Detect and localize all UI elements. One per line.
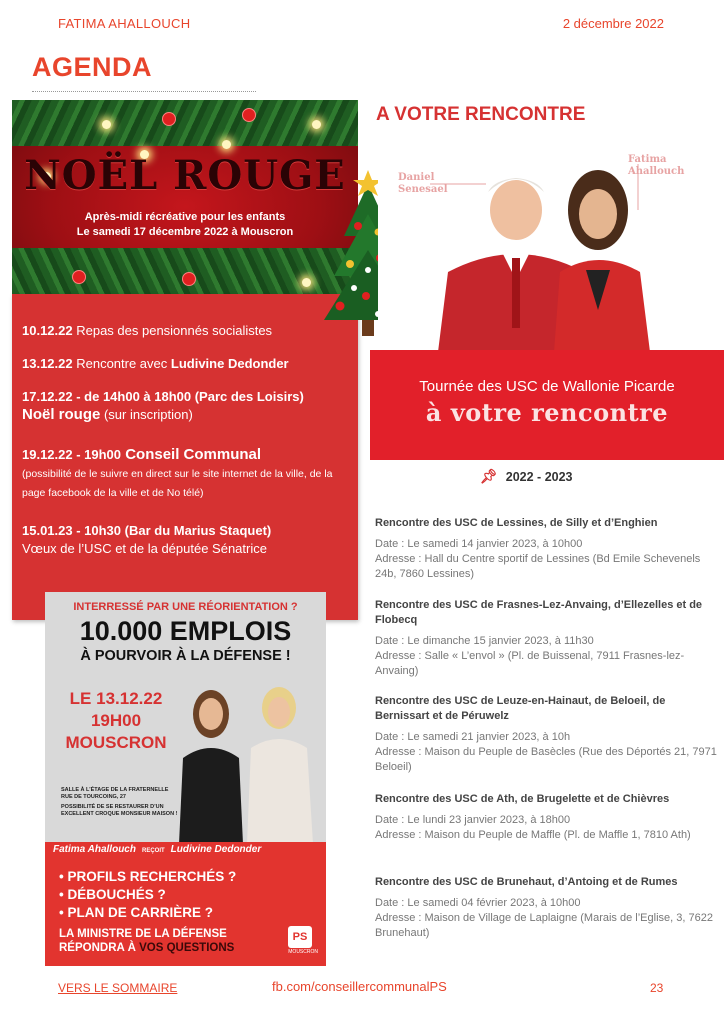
poster-bullet: • PROFILS RECHERCHÉS ? [59,869,237,884]
poster-recoit: REÇOIT [141,848,165,854]
agenda-event [22,322,352,340]
event-text: Repas des pensionnés socialistes [72,323,273,338]
usc-banner-line1: Tournée des USC de Wallonie Picarde [419,378,675,395]
poster-question: INTERRESSÉ PAR UNE RÉORIENTATION ? [73,601,298,613]
noel-subtitle-line: Après-midi récréative pour les enfants [84,211,286,223]
ps-logo-subtitle: MOUSCRON [288,949,318,955]
header-date: 2 décembre 2022 [562,16,664,31]
poster-footer-line: RÉPONDRA À [59,942,140,954]
poster-city: MOUSCRON [65,733,167,752]
usc-banner-line2: à votre rencontre [425,398,669,427]
meeting-item [375,598,719,679]
meeting-address: Adresse : Maison du Peuple de Basècles (Rue des Déportés 21, 7971 Beloeil) [375,746,717,773]
emplois-defense-poster [45,592,326,966]
meeting-title: Rencontre des USC de Ath, de Brugelette et de Chièvres [375,793,670,805]
meeting-address: Adresse : Hall du Centre sportif de Lessines (Bd Emile Schevenels 24b, 7860 Lessines) [375,553,701,580]
poster-venue-line: SALLE À L’ÉTAGE DE LA FRATERNELLE [61,787,169,793]
tour-years-label: 2022 - 2023 [505,470,573,484]
facebook-url: fb.com/conseillercommunalPS [272,979,447,994]
meeting-item [375,516,719,582]
caption-fatima [628,154,684,178]
event-date: 19.12.22 - 19h00 [22,447,122,462]
caption-daniel [398,172,448,196]
meeting-item [375,875,719,941]
event-date: 10.12.22 [22,323,73,338]
meeting-title: Rencontre des USC de Brunehaut, d’Antoing et de Rumes [375,876,678,888]
meeting-title: Rencontre des USC de Lessines, de Silly et d’Enghien [375,517,658,529]
meeting-date: Date : Le samedi 21 janvier 2023, à 10h [375,731,571,743]
meeting-details [375,634,719,679]
light-icon [312,120,321,129]
event-text: Vœux de l’USC et de la députée Sénatrice [22,541,267,556]
poster-bullet-list [59,868,236,922]
event-date: 15.01.23 - 10h30 (Bar du Marius Staquet) [22,523,272,538]
event-date: 13.12.22 [22,356,73,371]
poster-footer-line: LA MINISTRE DE LA DÉFENSE [59,928,227,940]
meeting-details [375,896,719,941]
meeting-details [375,813,719,843]
meeting-date: Date : Le samedi 04 février 2023, à 10h00 [375,897,581,909]
poster-venue-line: RUE DE TOURCOING, 27 [61,794,126,800]
event-date: 17.12.22 - de 14h00 à 18h00 (Parc des Loisirs) [22,389,304,404]
ps-logo: PS [288,926,312,948]
poster-headline: 10.000 EMPLOIS [79,616,292,646]
meeting-details [375,730,719,775]
agenda-event [22,522,352,558]
agenda-event [22,446,352,502]
header-author: FATIMA AHALLOUCH [58,16,191,31]
poster-footer-highlight: VOS QUESTIONS [139,942,235,954]
ornament-icon [72,270,86,284]
poster-date-value: 13.12.22 [96,689,163,708]
meeting-item [375,694,719,775]
noel-rouge-title: NOËL ROUGE [24,152,346,199]
light-icon [102,120,111,129]
noel-rouge-banner [12,100,358,294]
meeting-item [375,792,719,843]
summary-link[interactable]: VERS LE SOMMAIRE [58,981,178,995]
agenda-title-rule [32,91,256,92]
agenda-title: AGENDA [32,52,153,82]
fir-branches-bottom [12,248,358,294]
poster-portraits [171,678,321,844]
caption-first-name: Daniel [398,172,435,183]
poster-venue-line: EXCELLENT CROQUE MONSIEUR MAISON ! [61,811,178,817]
agenda-event [22,388,352,424]
agenda-event [22,355,352,373]
ornament-icon [242,108,256,122]
caption-last-name: Ahallouch [628,166,685,177]
poster-bullet: • DÉBOUCHÉS ? [59,887,166,902]
agenda-events-box [12,294,358,620]
poster-guest: Ludivine Dedonder [170,844,262,855]
event-title: Conseil Communal [121,446,262,463]
page-number: 23 [650,981,664,995]
poster-bullet: • PLAN DE CARRIÈRE ? [59,905,213,920]
noel-rouge-subtitle [12,210,358,240]
poster-footer [59,927,234,955]
fir-branches-top [12,100,358,146]
meeting-date: Date : Le dimanche 15 janvier 2023, à 11h30 [375,635,594,647]
meeting-details [375,537,719,582]
event-note: (sur inscription) [100,407,193,422]
poster-host: Fatima Ahallouch [53,844,136,855]
meeting-address: Adresse : Maison de Village de Laplaigne (Marais de l’Eglise, 3, 7622 Brunehaut) [375,912,713,939]
meeting-date: Date : Le samedi 14 janvier 2023, à 10h00 [375,538,583,550]
event-text: Rencontre avec [72,356,171,371]
poster-subheadline: À POURVOIR À LA DÉFENSE ! [80,648,291,664]
poster-date [61,688,171,754]
meeting-address: Adresse : Salle « L’envol » (Pl. de Buissenal, 7911 Frasnes-lez-Anvaing) [375,650,685,677]
poster-venue [61,787,181,818]
meeting-date: Date : Le lundi 23 janvier 2023, à 18h00 [375,814,571,826]
event-note: (possibilité de le suivre en direct sur le site internet de la ville, de la page facebook de la ville et de No télé) [22,468,333,499]
caption-first-name: Fatima [628,154,667,165]
poster-names [53,844,319,855]
caption-last-name: Senesael [398,184,448,195]
pushpin-icon: 📌︎ [480,468,498,484]
meeting-address: Adresse : Maison du Peuple de Maffle (Pl. de Maffle 1, 7810 Ath) [375,829,691,841]
usc-tour-banner [370,350,724,460]
event-person: Ludivine Dedonder [170,356,289,371]
meeting-title: Rencontre des USC de Leuze-en-Hainaut, de Beloeil, de Bernissart et de Péruwelz [375,695,666,722]
light-icon [222,140,231,149]
event-title: Noël rouge [22,406,101,423]
ornament-icon [162,112,176,126]
poster-date-prefix: LE [69,689,97,708]
poster-venue-line: POSSIBILITÉ DE SE RESTAURER D’UN [61,804,164,810]
noel-subtitle-line: Le samedi 17 décembre 2022 à Mouscron [76,226,294,238]
ornament-icon [182,272,196,286]
poster-time: 19H00 [90,711,142,730]
meeting-title: Rencontre des USC de Frasnes-Lez-Anvaing, d’Ellezelles et de Flobecq [375,599,703,626]
tour-years [480,468,573,485]
rencontre-title: A VOTRE RENCONTRE [376,104,586,125]
light-icon [302,278,311,287]
